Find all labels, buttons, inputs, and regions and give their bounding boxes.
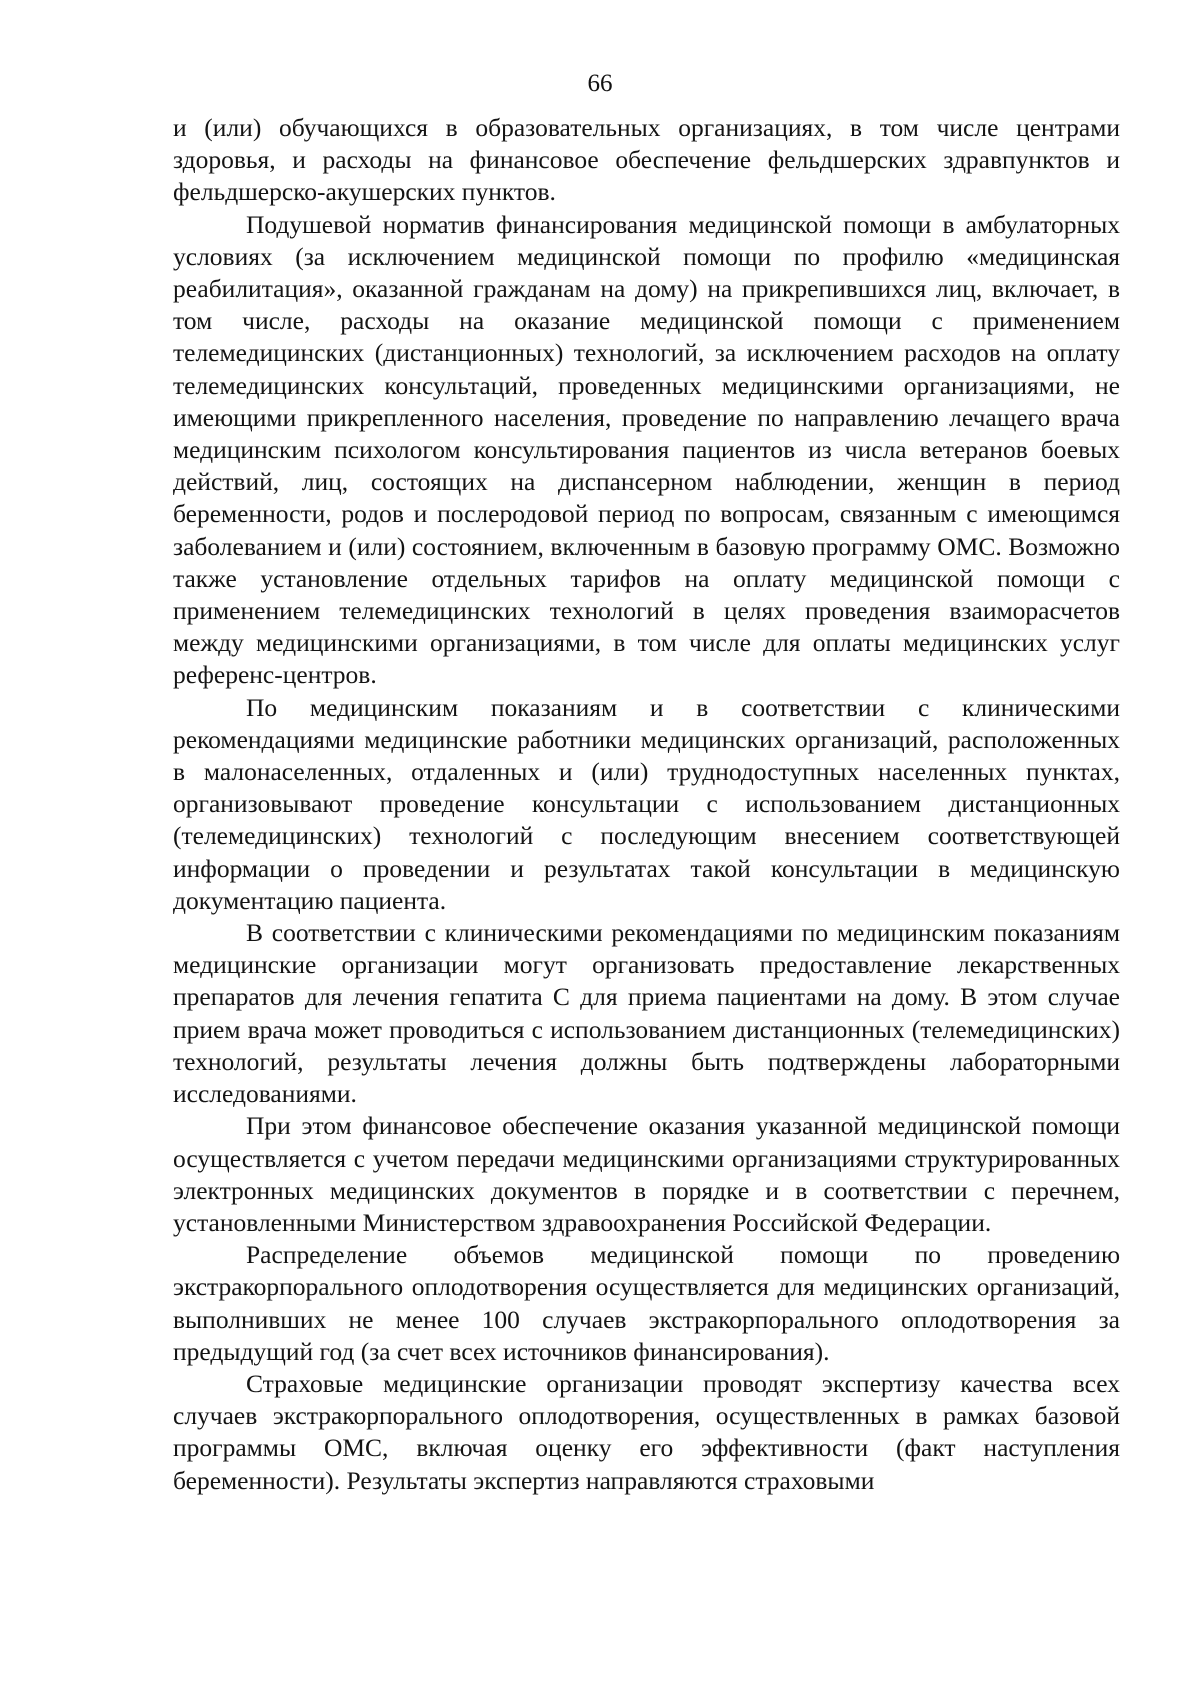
paragraph-2: Подушевой норматив финансирования медицинской помощи в амбулаторных условиях (за исключением медицинской помощи по профилю «медицинская реабилитация», оказанной гражданам на дому) на прикрепившихся лиц, включает, в том числе, расходы на оказание медицинской помощи с применением телемедицинских (дистанционных) технологий, за исключением расходов на оплату телемедицинских консультаций, проведенных медицинскими организациями, не имеющими прикрепленного населения, проведение по направлению лечащего врача медицинским психологом консультирования пациентов из числа ветеранов боевых действий, лиц, состоящих на диспансерном наблюдении, женщин в период беременности, родов и послеродовой период по вопросам, связанным с имеющимся заболеванием и (или) состоянием, включенным в базовую программу ОМС. Возможно также установление отдельных тарифов на оплату медицинской помощи с применением телемедицинских технологий в целях проведения взаиморасчетов между медицинскими организациями, в том числе для оплаты медицинских услуг референс-центров. <box>173 209 1120 690</box>
paragraph-3: По медицинским показаниям и в соответствии с клиническими рекомендациями медицинские работники медицинских организаций, расположенных в малонаселенных, отдаленных и (или) труднодоступных населенных пунктах, организовывают проведение консультации с использованием дистанционных (телемедицинских) технологий с последующим внесением соответствующей информации о проведении и результатах такой консультации в медицинскую документацию пациента. <box>173 692 1120 915</box>
document-body <box>173 112 1120 1497</box>
paragraph-4: В соответствии с клиническими рекомендациями по медицинским показаниям медицинские организации могут организовать предоставление лекарственных препаратов для лечения гепатита С для приема пациентами на дому. В этом случае прием врача может проводиться с использованием дистанционных (телемедицинских) технологий, результаты лечения должны быть подтверждены лабораторными исследованиями. <box>173 918 1120 1109</box>
paragraph-7: Страховые медицинские организации проводят экспертизу качества всех случаев экстракорпорального оплодотворения, осуществленных в рамках базовой программы ОМС, включая оценку его эффективности (факт наступления беременности). Результаты экспертиз направляются страховыми <box>173 1368 1120 1495</box>
paragraph-1: и (или) обучающихся в образовательных организациях, в том числе центрами здоровья, и расходы на финансовое обеспечение фельдшерских здравпунктов и фельдшерско-акушерских пунктов. <box>173 113 1120 207</box>
paragraph-6: Распределение объемов медицинской помощи по проведению экстракорпорального оплодотворения осуществляется для медицинских организаций, выполнивших не менее 100 случаев экстракорпорального оплодотворения за предыдущий год (за счет всех источников финансирования). <box>173 1240 1120 1366</box>
paragraph-5: При этом финансовое обеспечение оказания указанной медицинской помощи осуществляется с учетом передачи медицинскими организациями структурированных электронных медицинских документов в порядке и в соответствии с перечнем, установленными Министерством здравоохранения Российской Федерации. <box>173 1111 1120 1237</box>
page-number: 66 <box>587 70 613 97</box>
